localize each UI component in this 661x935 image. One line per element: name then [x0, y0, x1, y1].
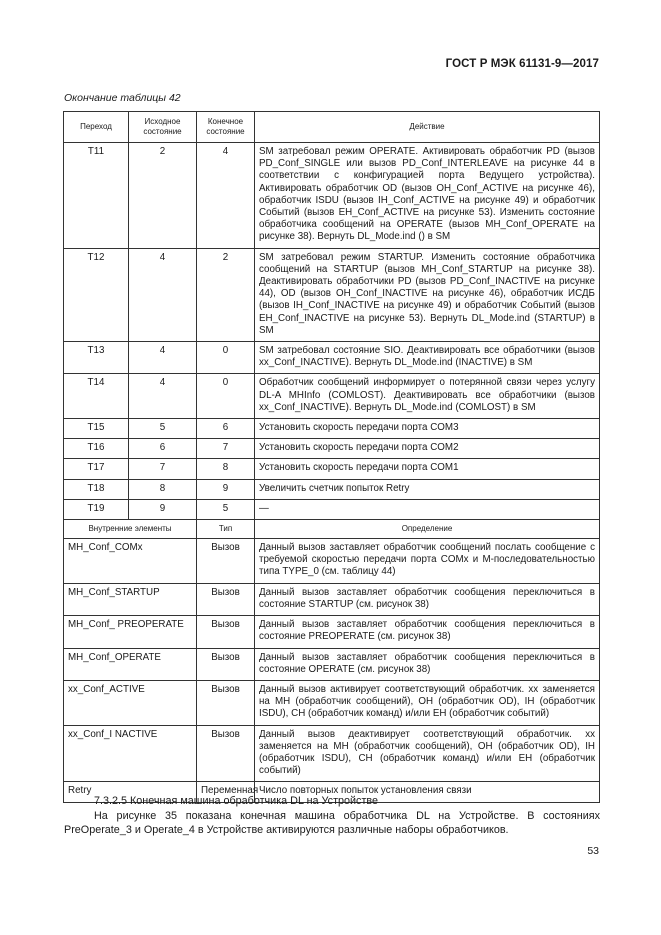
- transition-id: T11: [64, 143, 129, 249]
- source-state: 6: [129, 439, 197, 459]
- source-state: 4: [129, 248, 197, 341]
- table-caption: Окончание таблицы 42: [64, 92, 181, 104]
- transition-row: [64, 342, 600, 374]
- target-state: 0: [197, 342, 255, 374]
- target-state: 2: [197, 248, 255, 341]
- transition-action: Установить скорость передачи порта COM3: [255, 419, 600, 439]
- transition-action: SM затребовал режим OPERATE. Активировать обработчик PD (вызов PD_Conf_SINGLE или вызов PD_Conf_INTERLEAVE на рисунке 44 в соответствии с конфигурацией порта Ведущего устройства). Активировать обработчик OD (вызов OH_Conf_ACTIVE на рисунке 46), обработчик ISDU (вызов IH_Conf_ACTIVE на рисунке 49) и обработчик Событий (вызов EH_Conf_ACTIVE на рисунке 53). Изменить состояние обработчика сообщений на OPERATE (вызов MH_Conf_OPERATE на рисунке 38). Вернуть DL_Mode.ind () в SM: [255, 143, 600, 249]
- source-state: 9: [129, 499, 197, 519]
- header-source-state: Исходное состояние: [129, 112, 197, 143]
- transition-id: T15: [64, 419, 129, 439]
- internal-item-name: MH_Conf_COMx: [64, 539, 197, 584]
- transitions-body: [64, 112, 600, 520]
- transition-row: [64, 479, 600, 499]
- internal-item-definition: Число повторных попыток установления связи: [255, 782, 600, 802]
- transition-action: Установить скорость передачи порта COM1: [255, 459, 600, 479]
- transition-id: T14: [64, 374, 129, 419]
- transition-action: Увеличить счетчик попыток Retry: [255, 479, 600, 499]
- internal-item-name: Retry: [64, 782, 197, 802]
- internal-item-definition: Данный вызов активирует соответствующий обработчик. xx заменяется на MH (обработчик сообщений), OH (обработчик OD), IH (обработчик ISDU), CH (обработчик команд) и/или EH (обработчик событий): [255, 680, 600, 725]
- transition-id: T18: [64, 479, 129, 499]
- internal-item-type: Вызов: [197, 648, 255, 680]
- transition-action: SM затребовал состояние SIO. Деактивировать все обработчики (вызов xx_Conf_INACTIVE). Вернуть DL_Mode.ind (INACTIVE) в SM: [255, 342, 600, 374]
- internal-item-row: [64, 616, 600, 648]
- transition-id: T19: [64, 499, 129, 519]
- transition-row: [64, 374, 600, 419]
- transition-id: T17: [64, 459, 129, 479]
- internal-item-definition: Данный вызов деактивирует соответствующий обработчик. xx заменяется на MH (обработчик сообщений), OH (обработчик OD), IH (обработчик ISDU), CH (обработчик команд) и/или EH (обработчик событий): [255, 725, 600, 782]
- internal-item-type: Вызов: [197, 539, 255, 584]
- internal-item-name: MH_Conf_STARTUP: [64, 583, 197, 615]
- internal-item-type: Вызов: [197, 725, 255, 782]
- internal-items-header-row: [64, 520, 600, 539]
- internal-item-row: [64, 539, 600, 584]
- transition-row: [64, 248, 600, 341]
- internal-item-type: Вызов: [197, 616, 255, 648]
- internal-item-type: Вызов: [197, 583, 255, 615]
- header-type: Тип: [197, 520, 255, 539]
- internal-item-name: MH_Conf_ PREOPERATE: [64, 616, 197, 648]
- internal-item-type: Вызов: [197, 680, 255, 725]
- table-header-row: [64, 112, 600, 143]
- transition-action: Установить скорость передачи порта COM2: [255, 439, 600, 459]
- internal-item-name: MH_Conf_OPERATE: [64, 648, 197, 680]
- target-state: 4: [197, 143, 255, 249]
- target-state: 8: [197, 459, 255, 479]
- internal-item-name: xx_Conf_ACTIVE: [64, 680, 197, 725]
- page-header-standard: ГОСТ Р МЭК 61131-9—2017: [445, 58, 599, 70]
- header-target-state: Конечное состояние: [197, 112, 255, 143]
- internal-item-definition: Данный вызов заставляет обработчик сообщений послать сообщение с требуемой скоростью передачи порта COMx и M-последовательностью типа TYPE_0 (см. таблицу 44): [255, 539, 600, 584]
- transition-id: T12: [64, 248, 129, 341]
- transition-action: —: [255, 499, 600, 519]
- internal-item-name: xx_Conf_I NACTIVE: [64, 725, 197, 782]
- internal-item-row: [64, 725, 600, 782]
- transition-row: [64, 439, 600, 459]
- target-state: 7: [197, 439, 255, 459]
- state-transition-table: [63, 111, 600, 803]
- target-state: 5: [197, 499, 255, 519]
- section-title: 7.3.2.5 Конечная машина обработчика DL на Устройстве: [94, 795, 379, 807]
- transition-row: [64, 419, 600, 439]
- source-state: 8: [129, 479, 197, 499]
- transition-id: T16: [64, 439, 129, 459]
- target-state: 9: [197, 479, 255, 499]
- transition-row: [64, 499, 600, 519]
- source-state: 7: [129, 459, 197, 479]
- transition-row: [64, 143, 600, 249]
- transition-id: T13: [64, 342, 129, 374]
- source-state: 5: [129, 419, 197, 439]
- internal-item-row: [64, 648, 600, 680]
- internal-item-type: Переменная: [197, 782, 255, 802]
- internal-item-row: [64, 583, 600, 615]
- internal-items-body: [64, 520, 600, 802]
- internal-item-row: [64, 680, 600, 725]
- source-state: 2: [129, 143, 197, 249]
- header-action: Действие: [255, 112, 600, 143]
- source-state: 4: [129, 374, 197, 419]
- internal-item-definition: Данный вызов заставляет обработчик сообщения переключиться в состояние PREOPERATE (см. рисунок 38): [255, 616, 600, 648]
- target-state: 6: [197, 419, 255, 439]
- target-state: 0: [197, 374, 255, 419]
- internal-item-definition: Данный вызов заставляет обработчик сообщения переключиться в состояние OPERATE (см. рисунок 38): [255, 648, 600, 680]
- page-number: 53: [587, 845, 599, 857]
- transition-row: [64, 459, 600, 479]
- source-state: 4: [129, 342, 197, 374]
- header-transition: Переход: [64, 112, 129, 143]
- header-definition: Определение: [255, 520, 600, 539]
- header-internal-items: Внутренние элементы: [64, 520, 197, 539]
- section-paragraph: На рисунке 35 показана конечная машина обработчика DL на Устройстве. В состояниях PreOperate_3 и Operate_4 в Устройстве активируются различные наборы обработчиков.: [64, 810, 600, 836]
- transition-action: SM затребовал режим STARTUP. Изменить состояние обработчика сообщений на STARTUP (вызов MH_Conf_STARTUP на рисунке 38). Деактивировать обработчики PD (вызов PD_Conf_INACTIVE на рисунке 44), OD (вызов OH_Conf_INACTIVE на рисунке 46), обработчик ИСДБ (вызов IH_Conf_INACTIVE на рисунке 49) и обработчик Событий (вызов EH_Conf_INACTIVE на рисунке 53). Вернуть DL_Mode.ind (STARTUP) в SM: [255, 248, 600, 341]
- transition-action: Обработчик сообщений информирует о потерянной связи через услугу DL-A MHInfo (COMLOST). Деактивировать все обработчики (вызов xx_Conf_INACTIVE). Вернуть DL_Mode.ind (COMLOST) в SM: [255, 374, 600, 419]
- internal-item-definition: Данный вызов заставляет обработчик сообщения переключиться в состояние STARTUP (см. рисунок 38): [255, 583, 600, 615]
